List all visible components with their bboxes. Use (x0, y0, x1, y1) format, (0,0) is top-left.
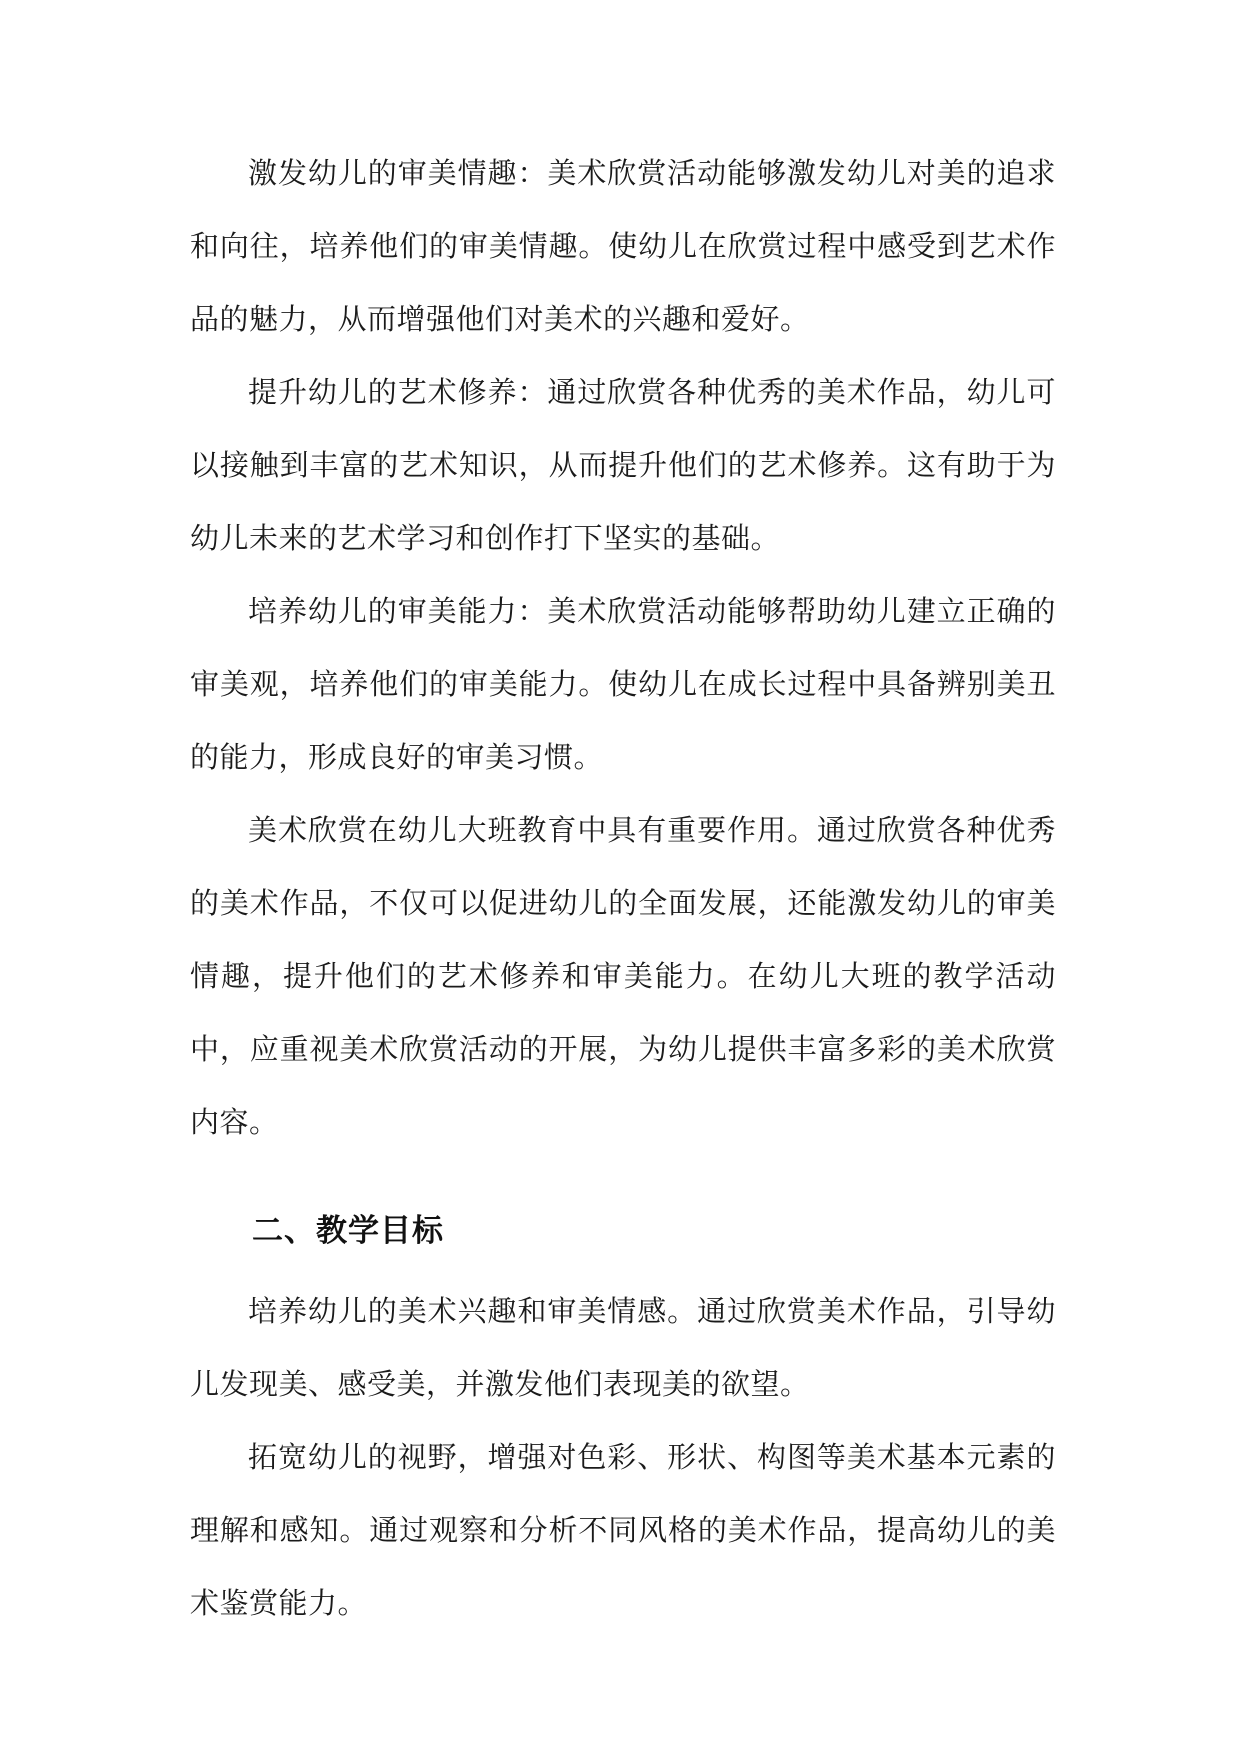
paragraph-aesthetic-ability: 培养幼儿的审美能力：美术欣赏活动能够帮助幼儿建立正确的审美观，培养他们的审美能力。使幼儿在成长过程中具备辨别美丑的能力，形成良好的审美习惯。 (190, 594, 1056, 774)
paragraph-aesthetic-interest: 激发幼儿的审美情趣：美术欣赏活动能够激发幼儿对美的追求和向往，培养他们的审美情趣。使幼儿在欣赏过程中感受到艺术作品的魅力，从而增强他们对美术的兴趣和爱好。 (190, 156, 1056, 336)
section-heading-teaching-goals: 二、教学目标 (252, 1213, 444, 1249)
paragraph-summary: 美术欣赏在幼儿大班教育中具有重要作用。通过欣赏各种优秀的美术作品，不仅可以促进幼儿的全面发展，还能激发幼儿的审美情趣，提升他们的艺术修养和审美能力。在幼儿大班的教学活动中，应重视美术欣赏活动的开展，为幼儿提供丰富多彩的美术欣赏内容。 (190, 813, 1056, 1139)
paragraph-goal-interest: 培养幼儿的美术兴趣和审美情感。通过欣赏美术作品，引导幼儿发现美、感受美，并激发他们表现美的欲望。 (190, 1294, 1056, 1401)
paragraph-goal-horizon: 拓宽幼儿的视野，增强对色彩、形状、构图等美术基本元素的理解和感知。通过观察和分析不同风格的美术作品，提高幼儿的美术鉴赏能力。 (190, 1440, 1056, 1620)
document-body (190, 137, 1056, 1640)
paragraph-art-cultivation: 提升幼儿的艺术修养：通过欣赏各种优秀的美术作品，幼儿可以接触到丰富的艺术知识，从而提升他们的艺术修养。这有助于为幼儿未来的艺术学习和创作打下坚实的基础。 (190, 375, 1056, 555)
